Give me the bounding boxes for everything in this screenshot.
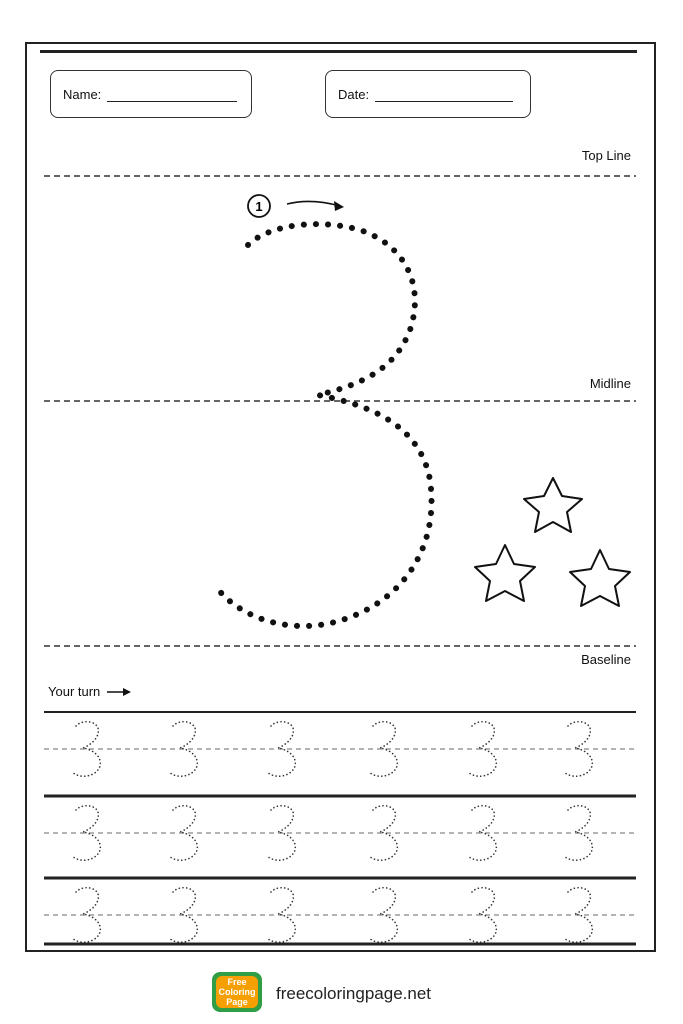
svg-text:Free: Free <box>227 977 247 987</box>
practice-dotted-digit <box>468 806 496 861</box>
svg-text:Coloring: Coloring <box>218 987 256 997</box>
practice-dotted-digit <box>369 806 397 861</box>
practice-dotted-digit <box>468 722 496 777</box>
site-logo <box>208 968 268 1016</box>
baseline-label: Baseline <box>581 652 631 667</box>
your-turn-label: Your turn <box>48 684 101 699</box>
svg-text:Page: Page <box>226 997 248 1007</box>
practice-dotted-digit <box>72 888 100 943</box>
date-label: Date: <box>338 86 370 102</box>
top-line-label: Top Line <box>581 148 631 163</box>
practice-dotted-digit <box>72 722 100 777</box>
name-label: Name: <box>63 86 102 102</box>
stroke-number: 1 <box>255 199 263 214</box>
practice-dotted-digit <box>369 722 397 777</box>
practice-dotted-digit <box>72 806 100 861</box>
practice-dotted-digit <box>369 888 397 943</box>
midline-label: Midline <box>589 376 631 391</box>
practice-dotted-digit <box>468 888 496 943</box>
footer-site-url[interactable]: freecoloringpage.net <box>276 984 432 1003</box>
